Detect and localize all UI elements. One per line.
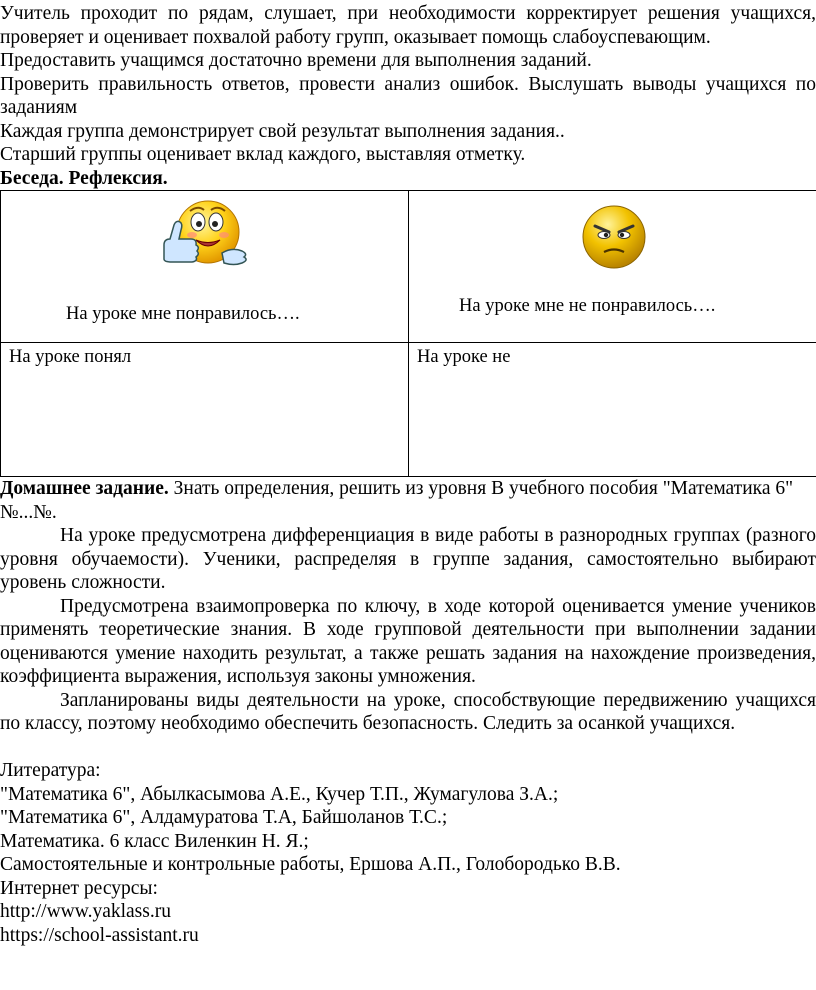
homework-block — [0, 477, 816, 736]
intro-paragraph: Старший группы оценивает вклад каждого, выставляя отметку. — [0, 144, 526, 165]
literature-item: Математика. 6 класс Виленкин Н. Я.; — [0, 830, 309, 852]
liked-caption: На уроке мне понравилось…. — [66, 304, 300, 324]
literature-heading: Литература: — [0, 760, 101, 781]
homework-label: Домашнее задание. — [0, 478, 169, 499]
body-paragraph: Предусмотрена взаимопроверка по ключу, в ходе которой оценивается умение учеников применять теоретические знания. В ходе групповой деятельности при выполнении задании оцениваются умение находить результат, а также решать задания на нахождение произведения, коэффициента выражения, используя законы умножения. — [0, 595, 816, 687]
liked-cell — [1, 191, 409, 343]
body-paragraph: На уроке предусмотрена дифференциация в виде работы в разнородных группах (разного уровня обучаемости). Ученики, распределяя в группе задания, самостоятельно выбирают уровень сложности. — [0, 525, 816, 593]
literature-block — [0, 759, 816, 947]
literature-item: "Математика 6", Алдамуратова Т.А, Байшоланов Т.С.; — [0, 807, 448, 828]
understood-caption: На уроке понял — [9, 347, 132, 367]
literature-item: "Математика 6", Абылкасымова А.Е., Кучер Т.П., Жумагулова З.А.; — [0, 783, 559, 805]
thumbs-up-smiley-icon — [156, 197, 251, 285]
reflection-heading: Беседа. Рефлексия. — [0, 167, 168, 189]
intro-block — [0, 0, 816, 190]
not-understood-caption: На уроке не — [417, 347, 511, 367]
resource-link[interactable]: https://school-assistant.ru — [0, 924, 199, 946]
disliked-cell — [409, 191, 816, 343]
not-understood-cell — [409, 343, 816, 477]
frowning-smiley-icon — [581, 204, 647, 278]
resource-link[interactable]: http://www.yaklass.ru — [0, 901, 171, 922]
intro-paragraph: Каждая группа демонстрирует свой результат выполнения задания.. — [0, 120, 565, 142]
body-paragraph: Запланированы виды деятельности на уроке, способствующие передвижению учащихся по классу, поэтому необходимо обеспечить безопасность. Следить за осанкой учащихся. — [0, 689, 816, 734]
homework-text: Знать определения, решить из уровня В учебного пособия "Математика 6" №...№. — [0, 478, 794, 523]
intro-paragraph: Проверить правильность ответов, провести анализ ошибок. Выслушать выводы учащихся по заданиям — [0, 73, 816, 118]
internet-heading: Интернет ресурсы: — [0, 877, 158, 899]
intro-paragraph: Предоставить учащимся достаточно времени для выполнения заданий. — [0, 50, 592, 71]
understood-cell — [1, 343, 409, 477]
literature-item: Самостоятельные и контрольные работы, Ершова А.П., Голобородько В.В. — [0, 854, 621, 875]
intro-paragraph: Учитель проходит по рядам, слушает, при необходимости корректирует решения учащихся, проверяет и оценивает похвалой работу групп, оказывает помощь слабоуспевающим. — [0, 3, 816, 48]
reflection-table — [0, 190, 816, 477]
disliked-caption: На уроке мне не понравилось…. — [459, 296, 716, 316]
homework-paragraph — [0, 477, 816, 524]
